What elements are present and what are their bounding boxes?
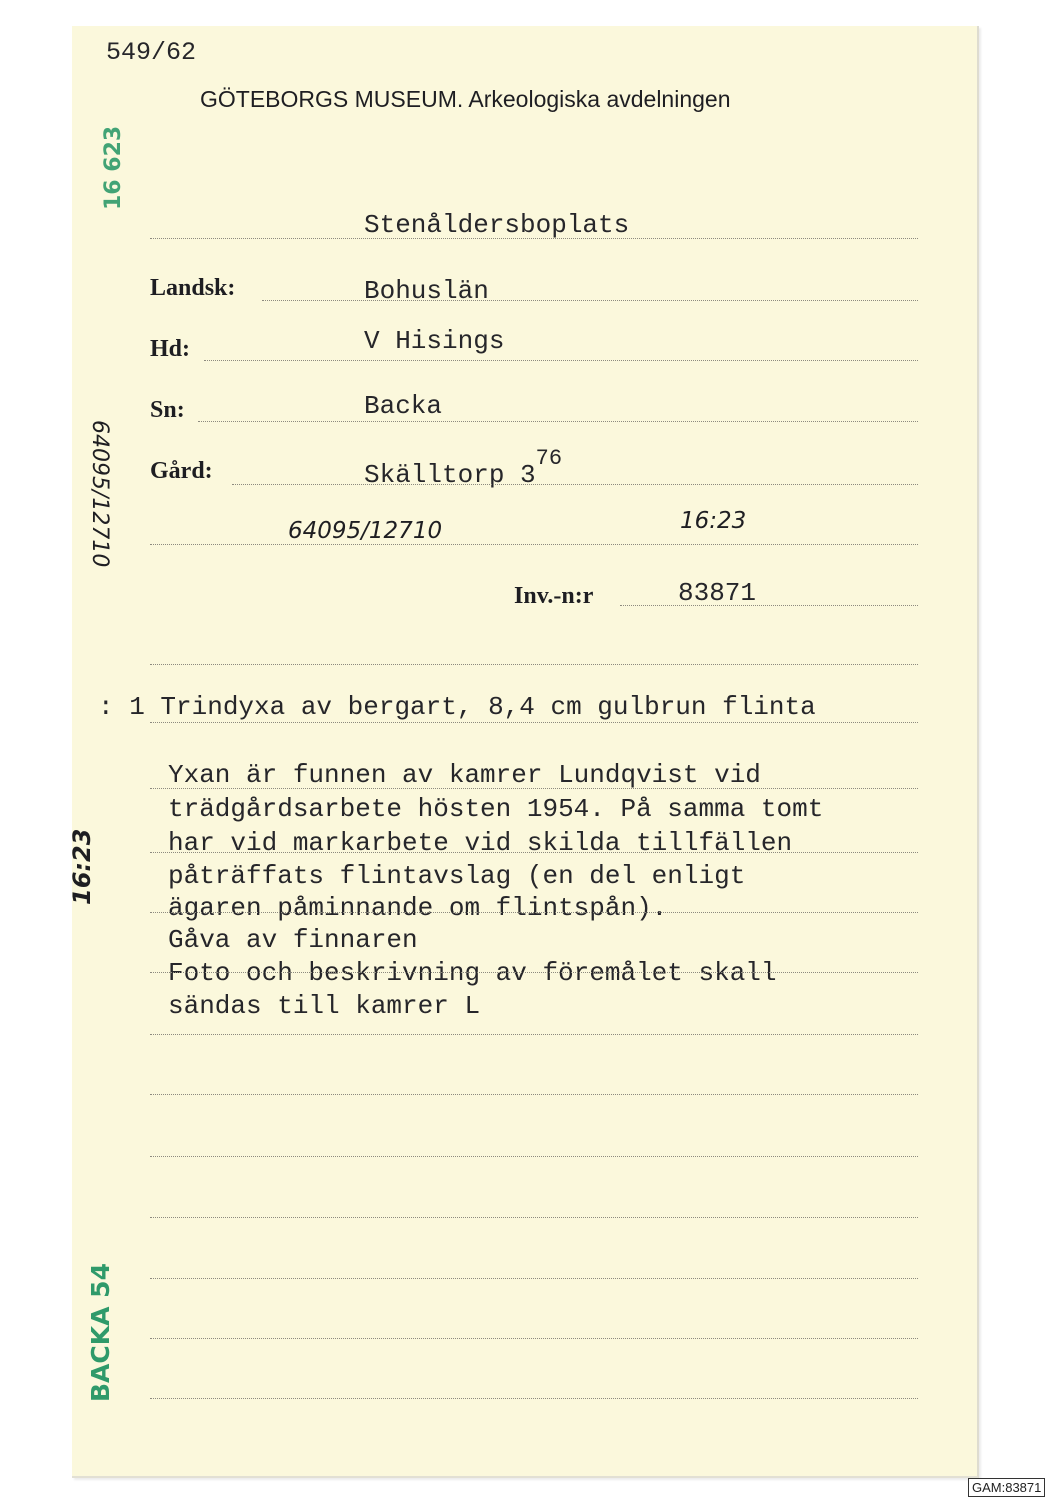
dotted-line	[150, 1094, 918, 1095]
dotted-line	[150, 912, 918, 913]
institution-name: GÖTEBORGS MUSEUM.	[200, 86, 464, 112]
dotted-line	[150, 1398, 918, 1399]
dotted-line	[150, 1156, 918, 1157]
farm-name: Skälltorp 3	[364, 460, 536, 490]
note-line: Foto och beskrivning av föremålet skall	[168, 958, 777, 988]
dotted-line	[150, 852, 918, 853]
dotted-line	[150, 788, 918, 789]
note-line: ägaren påminnande om flintspån).	[168, 893, 668, 923]
catalog-number: 549/62	[106, 38, 197, 67]
dotted-line	[232, 484, 918, 485]
field-value-sn: Backa	[364, 391, 443, 421]
farm-number-superscript: 76	[535, 446, 563, 471]
dotted-line	[150, 1034, 918, 1035]
note-line: sändas till kamrer L	[168, 991, 481, 1021]
field-value-landsk: Bohuslän	[364, 276, 489, 306]
archive-id-stamp: GAM:83871	[968, 1478, 1045, 1497]
inventory-number: 83871	[678, 578, 757, 608]
note-line: Yxan är funnen av kamrer Lundqvist vid	[168, 760, 761, 790]
card-header	[200, 86, 731, 113]
dotted-line	[150, 1217, 918, 1218]
dotted-line	[620, 605, 918, 606]
note-line: har vid markarbete vid skilda tillfällen	[168, 828, 793, 858]
field-label-landsk: Landsk:	[150, 275, 236, 301]
item-description: : 1 Trindyxa av bergart, 8,4 cm gulbrun flinta	[98, 692, 816, 722]
handwritten-coordinates: 64095/12710	[288, 518, 443, 544]
dotted-line	[150, 238, 918, 239]
dotted-line	[150, 722, 918, 723]
dotted-line	[204, 360, 918, 361]
field-label-hd: Hd:	[150, 336, 191, 362]
note-line: trädgårdsarbete hösten 1954. På samma tomt	[168, 794, 824, 824]
dotted-line	[150, 664, 918, 665]
margin-green-reference: 16 623	[101, 125, 126, 210]
field-value-hd: V Hisings	[364, 326, 505, 356]
handwritten-map-sheet: 16:23	[680, 508, 747, 534]
field-value-gard	[364, 446, 563, 490]
department-name: Arkeologiska avdelningen	[468, 86, 731, 112]
margin-coordinates: 64095/12710	[87, 420, 112, 568]
margin-site-label: BACKA 54	[86, 1263, 115, 1402]
inventory-label: Inv.-n:r	[514, 583, 594, 609]
note-line: Gåva av finnaren	[168, 925, 418, 955]
dotted-line	[150, 544, 918, 545]
dotted-line	[150, 972, 918, 973]
note-line: påträffats flintavslag (en del enligt	[168, 861, 746, 891]
dotted-line	[150, 1278, 918, 1279]
field-label-sn: Sn:	[150, 397, 185, 423]
catalog-card	[72, 26, 979, 1478]
margin-map-sheet: 16:23	[68, 828, 96, 905]
dotted-line	[198, 421, 918, 422]
dotted-line	[150, 1338, 918, 1339]
site-type: Stenåldersboplats	[364, 210, 630, 240]
dotted-line	[262, 300, 918, 301]
field-label-gard: Gård:	[150, 458, 213, 484]
